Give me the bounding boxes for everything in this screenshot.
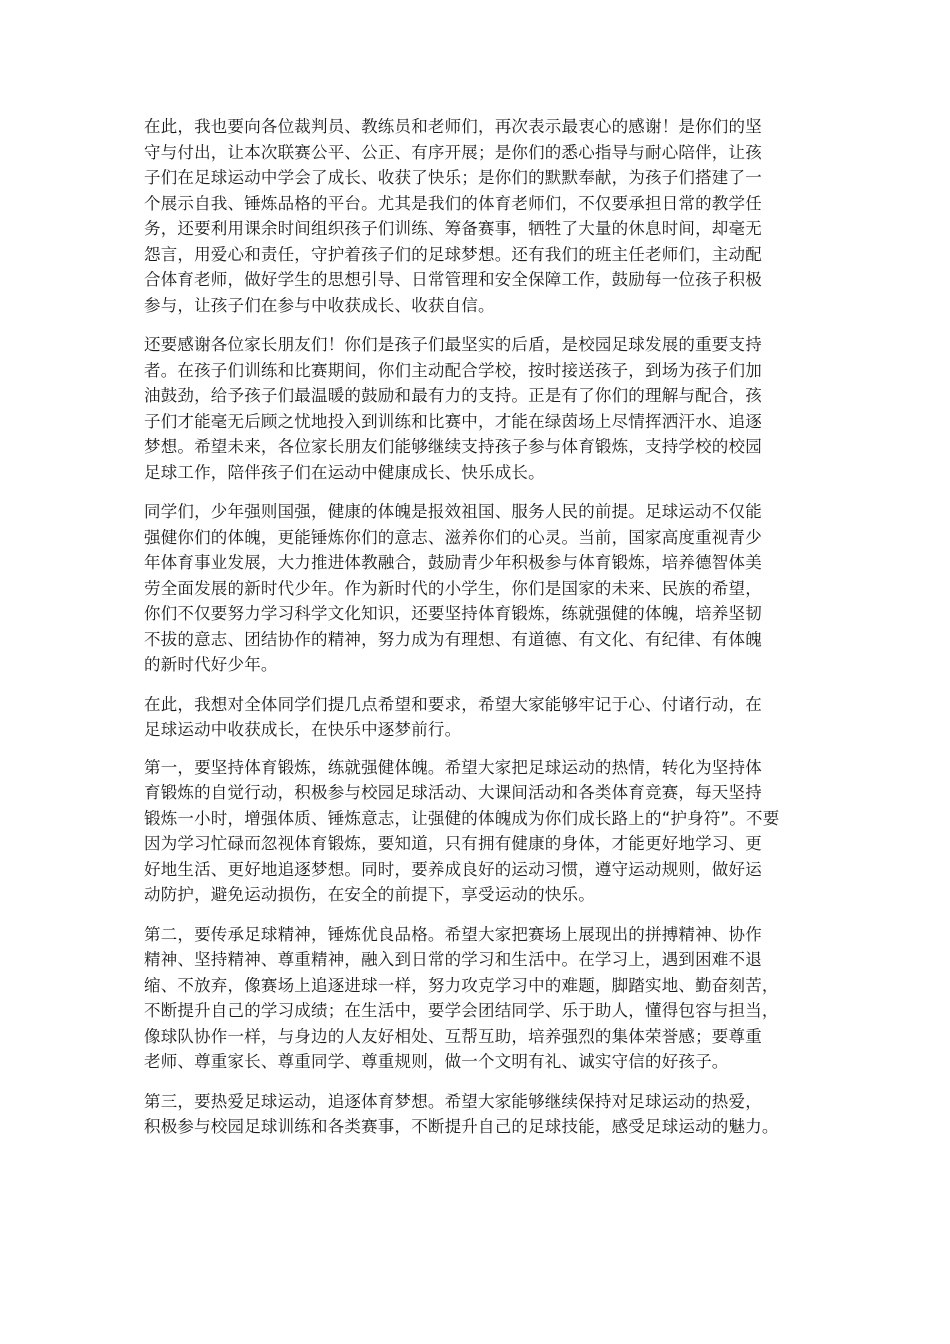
text-line: 年体育事业发展，大力推进体教融合，鼓励青少年积极参与体育锻炼，培养德智体美 [144,553,762,572]
text-line: 在此，我也要向各位裁判员、教练员和老师们，再次表示最衷心的感谢！是你们的坚 [144,117,762,136]
text-line: 积极参与校园足球训练和各类赛事，不断提升自己的足球技能，感受足球运动的魅力。 [144,1117,779,1136]
paragraph-point-two [144,922,834,1075]
paragraph-students [144,499,834,678]
text-line: 不断提升自己的学习成绩；在生活中，要学会团结同学、乐于助人，懂得包容与担当， [144,1001,779,1020]
text-line: 子们才能毫无后顾之忧地投入到训练和比赛中，才能在绿茵场上尽情挥洒汗水、追逐 [144,411,762,431]
paragraph-hopes-intro [144,692,834,743]
text-line: 怨言，用爱心和责任，守护着孩子们的足球梦想。还有我们的班主任老师们，主动配 [144,244,762,264]
text-line: 因为学习忙碌而忽视体育锻炼，要知道，只有拥有健康的身体，才能更好地学习、更 [144,834,762,853]
text-line: 强健你们的体魄，更能锤炼你们的意志、滋养你们的心灵。当前，国家高度重视青少 [144,527,762,547]
text-line: 劳全面发展的新时代少年。作为新时代的小学生，你们是国家的未来、民族的希望， [144,578,762,598]
paragraph-point-three [144,1089,834,1140]
text-line: 参与，让孩子们在参与中收获成长、收获自信。 [144,295,495,315]
paragraph-thanks-referees [144,114,834,318]
paragraph-point-one [144,755,834,908]
text-line: 动防护，避免运动损伤，在安全的前提下，享受运动的快乐。 [144,885,595,904]
text-line: 足球工作，陪伴孩子们在运动中健康成长、快乐成长。 [144,462,545,482]
text-line: 缩、不放弃，像赛场上追逐进球一样，努力攻克学习中的难题，脚踏实地、勤奋刻苦， [144,975,779,995]
text-line: 合体育老师，做好学生的思想引导、日常管理和安全保障工作，鼓励每一位孩子积极 [144,270,762,289]
text-line: 子们在足球运动中学会了成长、收获了快乐；是你们的默默奉献，为孩子们搭建了一 [144,168,762,187]
text-line: 守与付出，让本次联赛公平、公正、有序开展；是你们的悉心指导与耐心陪伴，让孩 [144,142,762,162]
text-line: 者。在孩子们训练和比赛期间，你们主动配合学校，按时接送孩子，到场为孩子们加 [144,360,762,380]
text-line: 第三，要热爱足球运动，追逐体育梦想。希望大家能够继续保持对足球运动的热爱， [144,1091,762,1111]
text-line: 在此，我想对全体同学们提几点希望和要求，希望大家能够牢记于心、付诸行动，在 [144,694,762,714]
text-line: 的新时代好少年。 [144,655,278,674]
text-line: 同学们，少年强则国强，健康的体魄是报效祖国、服务人民的前提。足球运动不仅能 [144,502,762,521]
text-line: 务，还要利用课余时间组织孩子们训练、筹备赛事，牺牲了大量的休息时间，却毫无 [144,219,762,238]
text-line: 育锻炼的自觉行动，积极参与校园足球活动、大课间活动和各类体育竞赛，每天坚持 [144,783,762,802]
document-body [144,114,834,1154]
text-line: 你们不仅要努力学习科学文化知识，还要坚持体育锻炼，练就强健的体魄，培养坚韧 [144,604,762,623]
text-line: 第二，要传承足球精神，锤炼优良品格。希望大家把赛场上展现出的拼搏精神、协作 [144,924,762,944]
text-line: 还要感谢各位家长朋友们！你们是孩子们最坚实的后盾，是校园足球发展的重要支持 [144,335,762,354]
text-line: 油鼓劲，给予孩子们最温暖的鼓励和最有力的支持。正是有了你们的理解与配合，孩 [144,386,762,405]
text-line: 好地生活、更好地追逐梦想。同时，要养成良好的运动习惯，遵守运动规则，做好运 [144,859,762,879]
text-line: 像球队协作一样，与身边的人友好相处、互帮互助，培养强烈的集体荣誉感；要尊重 [144,1026,762,1046]
text-line: 个展示自我、锤炼品格的平台。尤其是我们的体育老师们，不仅要承担日常的教学任 [144,193,762,213]
text-line: 足球运动中收获成长，在快乐中逐梦前行。 [144,720,462,739]
text-line: 梦想。希望未来，各位家长朋友们能够继续支持孩子参与体育锻炼，支持学校的校园 [144,437,762,456]
text-line: 老师、尊重家长、尊重同学、尊重规则，做一个文明有礼、诚实守信的好孩子。 [144,1052,729,1071]
text-line: 第一，要坚持体育锻炼，练就强健体魄。希望大家把足球运动的热情，转化为坚持体 [144,757,762,777]
text-line: 精神、坚持精神、尊重精神，融入到日常的学习和生活中。在学习上，遇到困难不退 [144,950,762,969]
paragraph-thanks-parents [144,332,834,485]
text-line: 锻炼一小时，增强体质、锤炼意志，让强健的体魄成为你们成长路上的“护身符”。不要 [144,808,780,828]
text-line: 不拔的意志、团结协作的精神，努力成为有理想、有道德、有文化、有纪律、有体魄 [144,629,762,649]
